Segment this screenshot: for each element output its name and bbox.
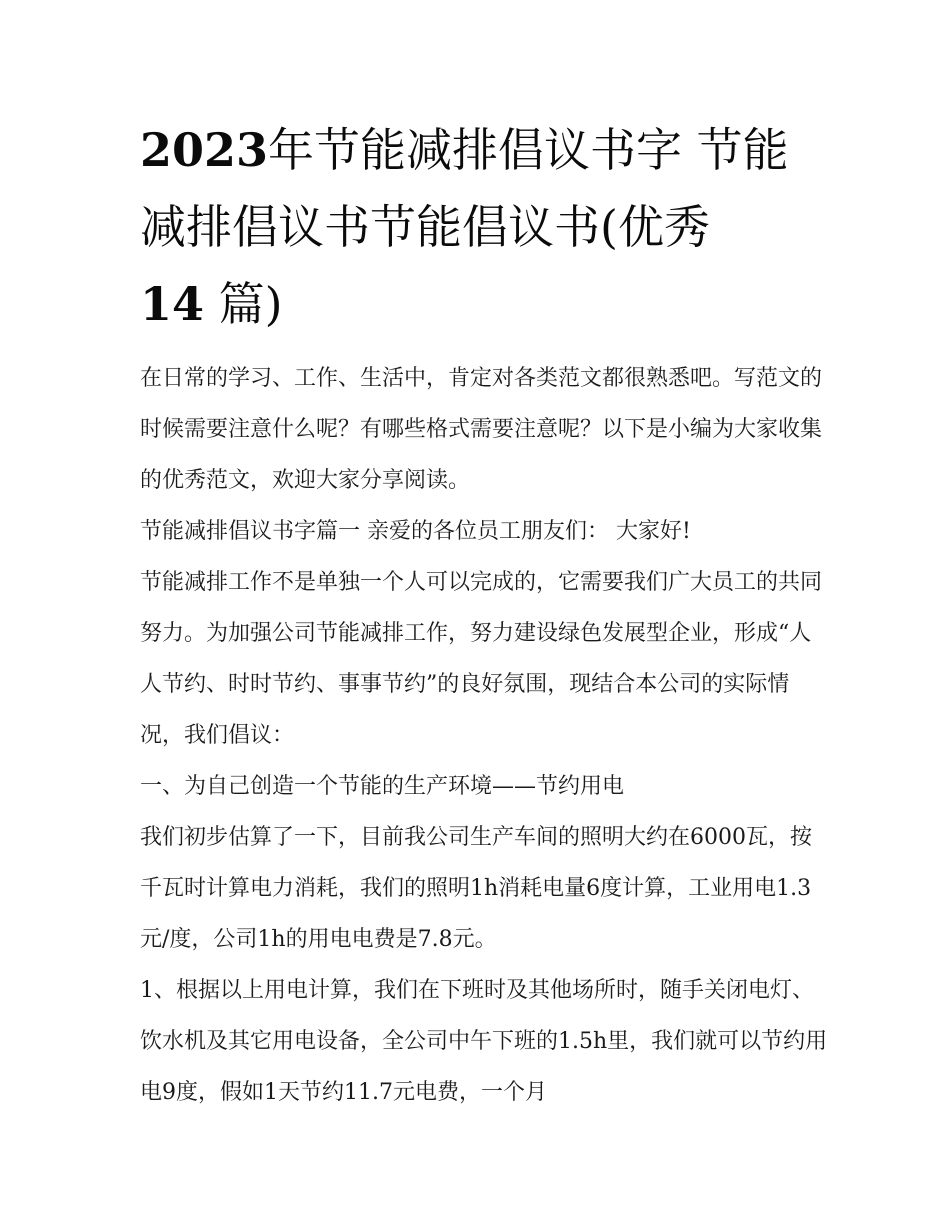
paragraph-greeting: 节能减排倡议书字篇一 亲爱的各位员工朋友们： 大家好!	[140, 519, 691, 544]
document-body	[140, 353, 830, 1118]
paragraph-intro: 在日常的学习、工作、生活中，肯定对各类范文都很熟悉吧。写范文的时候需要注意什么呢？有哪些格式需要注意呢？以下是小编为大家收集的优秀范文，欢迎大家分享阅读。	[140, 366, 823, 493]
paragraph-purpose: 节能减排工作不是单独一个人可以完成的，它需要我们广大员工的共同努力。为加强公司节能减排工作，努力建设绿色发展型企业，形成“人人节约、时时节约、事事节约”的良好氛围，现结合本公司的实际情况，我们倡议：	[140, 570, 823, 748]
title-year: 2023	[140, 123, 269, 177]
document-page	[140, 112, 830, 1118]
paragraph-section-heading: 一、为自己创造一个节能的生产环境——节约用电	[140, 774, 625, 799]
title-count: 14	[140, 277, 205, 331]
title-text: 年节能减排倡议书字 节能减排倡议书节能倡议书(优秀	[140, 123, 789, 254]
title-suffix: 篇)	[204, 277, 283, 331]
paragraph-estimate: 我们初步估算了一下，目前我公司生产车间的照明大约在6000瓦，按千瓦时计算电力消耗，我们的照明1h消耗电量6度计算，工业用电1.3元/度，公司1h的用电电费是7.8元。	[140, 825, 812, 952]
document-title	[140, 112, 830, 343]
paragraph-item-1: 1、根据以上用电计算，我们在下班时及其他场所时，随手关闭电灯、饮水机及其它用电设备，全公司中午下班的1.5h里，我们就可以节约用电9度，假如1天节约11.7元电费，一个月	[140, 978, 828, 1105]
